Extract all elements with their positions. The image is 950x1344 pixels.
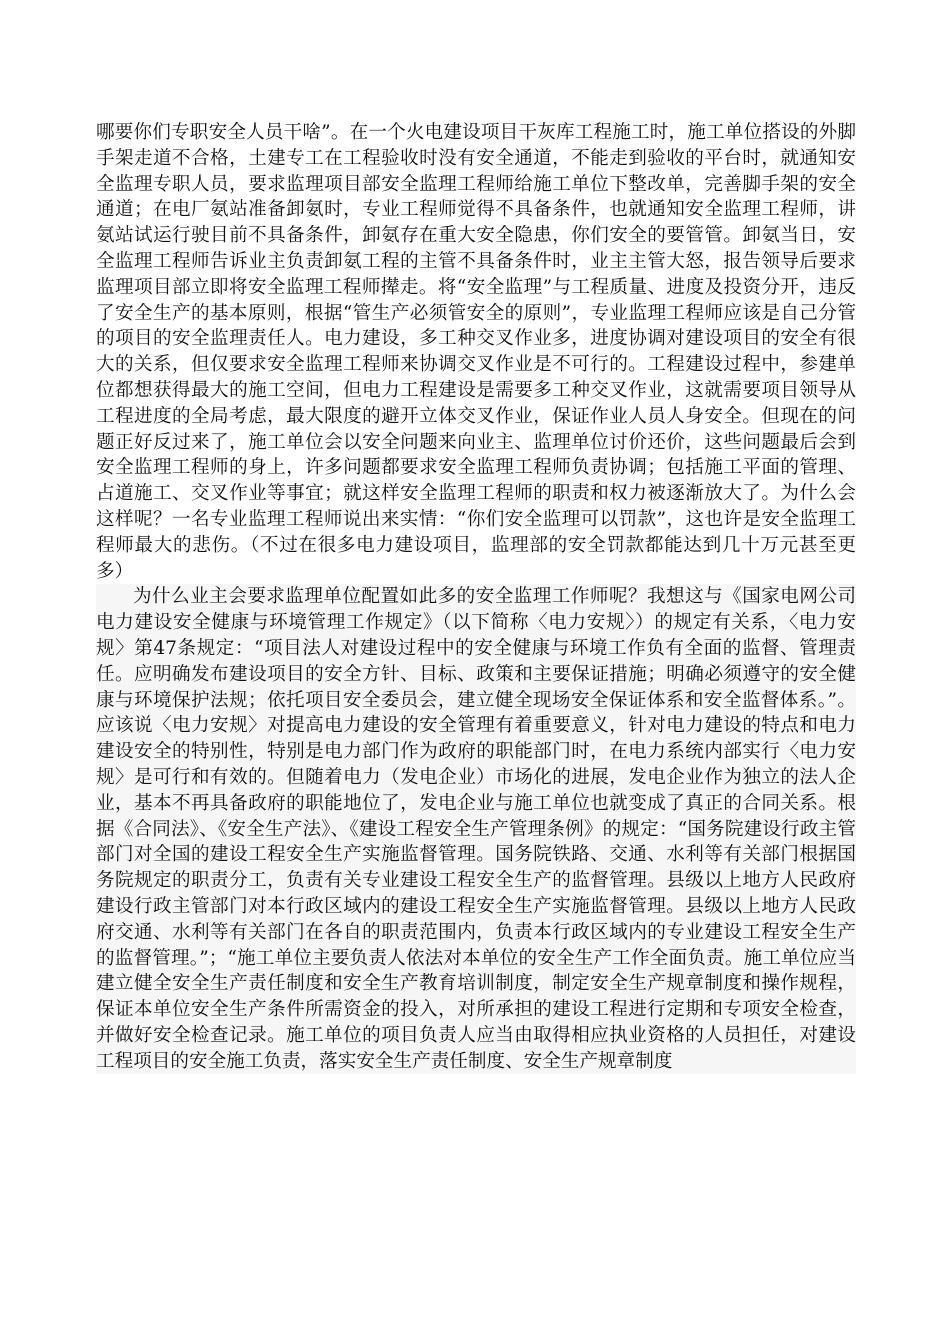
document-page [96, 120, 856, 1074]
body-paragraph-1: 哪要你们专职安全人员干啥”。在一个火电建设项目干灰库工程施工时，施工单位搭设的外脚手架走道不合格，土建专工在工程验收时没有安全通道，不能走到验收的平台时，就通知安全监理专职人员，要求监理项目部安全监理工程师给施工单位下整改单，完善脚手架的安全通道；在电厂氨站准备卸氨时，专业工程师觉得不具备条件，也就通知安全监理工程师，讲氨站试运行驶目前不具备条件，卸氨存在重大安全隐患，你们安全的要管管。卸氨当日，安全监理工程师告诉业主负责卸氨工程的主管不具备条件时，业主主管大怒，报告领导后要求监理项目部立即将安全监理工程师撵走。将“安全监理”与工程质量、进度及投资分开，违反了安全生产的基本原则，根据“管生产必须管安全的原则”，专业监理工程师应该是自己分管的项目的安全监理责任人。电力建设，多工种交叉作业多，进度协调对建设项目的安全有很大的关系，但仅要求安全监理工程师来协调交叉作业是不可行的。工程建设过程中，参建单位都想获得最大的施工空间，但电力工程建设是需要多工种交叉作业，这就需要项目领导从工程进度的全局考虑，最大限度的避开立体交叉作业，保证作业人员人身安全。但现在的问题正好反过来了，施工单位会以安全问题来向业主、监理单位讨价还价，这些问题最后会到安全监理工程师的身上，许多问题都要求安全监理工程师负责协调；包括施工平面的管理、占道施工、交叉作业等事宜；就这样安全监理工程师的职责和权力被逐渐放大了。为什么会这样呢？一名专业监理工程师说出来实情：“你们安全监理可以罚款”，这也许是安全监理工程师最大的悲伤。（不过在很多电力建设项目，监理部的安全罚款都能达到几十万元甚至更多） [96, 122, 856, 582]
body-paragraph-2: 为什么业主会要求监理单位配置如此多的安全监理工作师呢？我想这与《国家电网公司电力建设安全健康与环境管理工作规定》（以下简称〈电力安规〉）的规定有关系，〈电力安规〉第47条规定：“项目法人对建设过程中的安全健康与环境工作负有全面的监督、管理责任。应明确发布建设项目的安全方针、目标、政策和主要保证措施；明确必须遵守的安全健康与环境保护法规；依托项目安全委员会，建立健全现场安全保证体系和安全监督体系。”。应该说〈电力安规〉对提高电力建设的安全管理有着重要意义，针对电力建设的特点和电力建设安全的特别性，特别是电力部门作为政府的职能部门时，在电力系统内部实行〈电力安规〉是可行和有效的。但随着电力（发电企业）市场化的进展，发电企业作为独立的法人企业，基本不再具备政府的职能地位了，发电企业与施工单位也就变成了真正的合同关系。根据《合同法》、《安全生产法》、《建设工程安全生产管理条例》的规定：“国务院建设行政主管部门对全国的建设工程安全生产实施监督管理。国务院铁路、交通、水利等有关部门根据国务院规定的职责分工，负责有关专业建设工程安全生产的监督管理。县级以上地方人民政府建设行政主管部门对本行政区域内的建设工程安全生产实施监督管理。县级以上地方人民政府交通、水利等有关部门在各自的职责范围内，负责本行政区域内的专业建设工程安全生产的监督管理。”；“施工单位主要负责人依法对本单位的安全生产工作全面负责。施工单位应当建立健全安全生产责任制度和安全生产教育培训制度，制定安全生产规章制度和操作规程，保证本单位安全生产条件所需资金的投入，对所承担的建设工程进行定期和专项安全检查，并做好安全检查记录。施工单位的项目负责人应当由取得相应执业资格的人员担任，对建设工程项目的安全施工负责，落实安全生产责任制度、安全生产规章制度 [96, 584, 856, 1074]
